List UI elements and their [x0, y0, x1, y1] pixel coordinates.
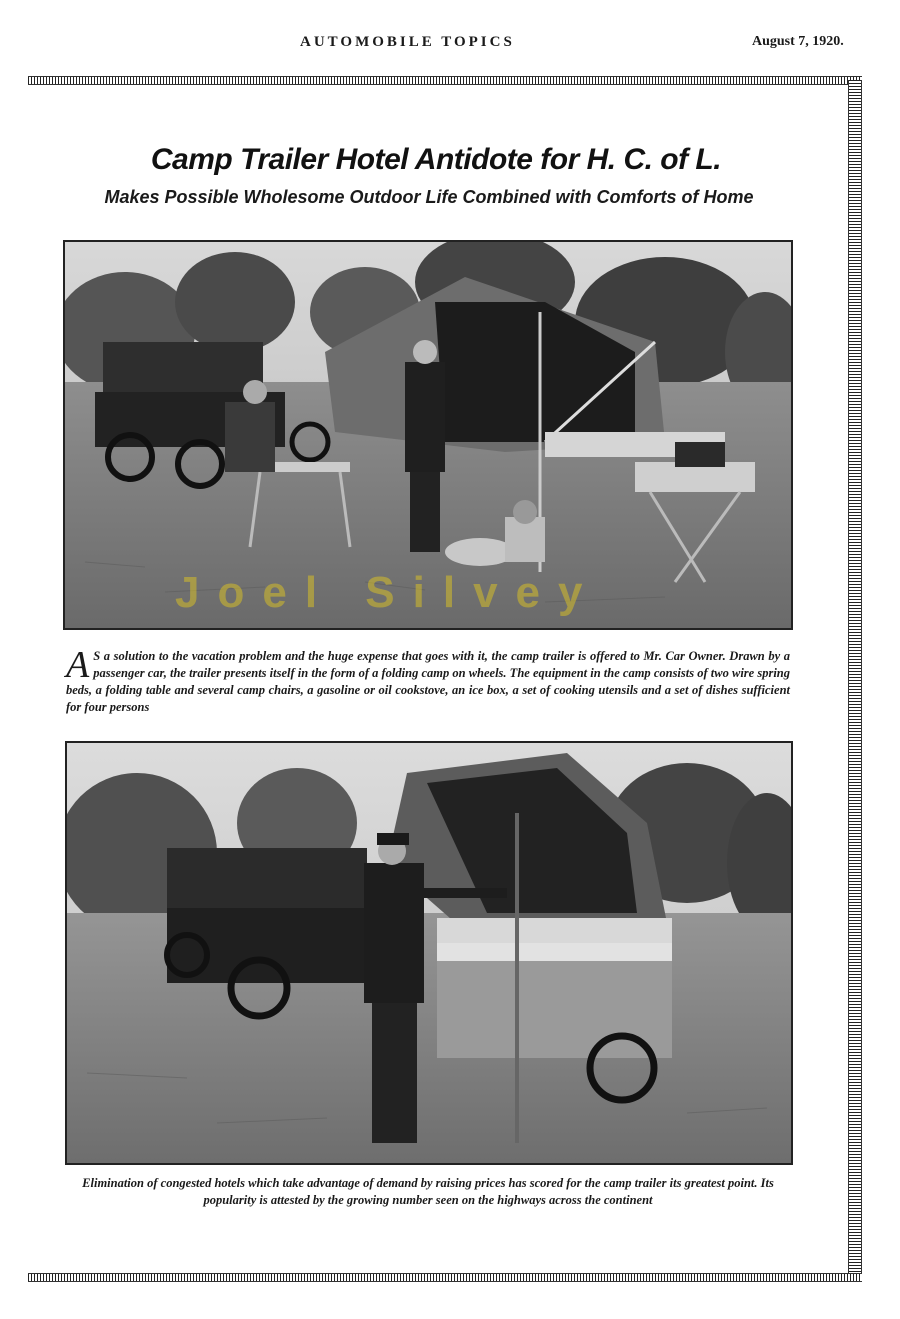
- camp-trailer-photo-2: [65, 741, 793, 1165]
- bottom-border-rule: [28, 1273, 862, 1282]
- caption-dropcap: A: [66, 644, 90, 686]
- caption-1-text: S a solution to the vacation problem and the huge expense that goes with it, the camp trailer is offered to Mr. Car Owner. Drawn by a passenger car, the trailer presents itself in the form of a folding camp on wheels. The equipment in the camp consists of two wire spring beds, a folding table and several camp chairs, a gasoline or oil cookstove, an ice box, a set of cooking utensils and a set of dishes sufficient for four persons: [66, 649, 790, 714]
- watermark-text: Joel Silvey: [175, 568, 601, 617]
- publication-name: AUTOMOBILE TOPICS: [300, 34, 515, 50]
- photo-2-caption: Elimination of congested hotels which take advantage of demand by raising prices has scored for the camp trailer its greatest point. Its popularity is attested by the growing number seen on the highways across the continent: [82, 1176, 774, 1207]
- issue-date: August 7, 1920.: [752, 34, 844, 49]
- right-border-rule: [848, 80, 862, 1278]
- article-subhead: Makes Possible Wholesome Outdoor Life Combined with Comforts of Home: [104, 187, 754, 207]
- top-border-rule: [28, 76, 862, 85]
- article-headline: Camp Trailer Hotel Antidote for H. C. of L.: [150, 143, 722, 176]
- photo-1-caption: [66, 644, 790, 716]
